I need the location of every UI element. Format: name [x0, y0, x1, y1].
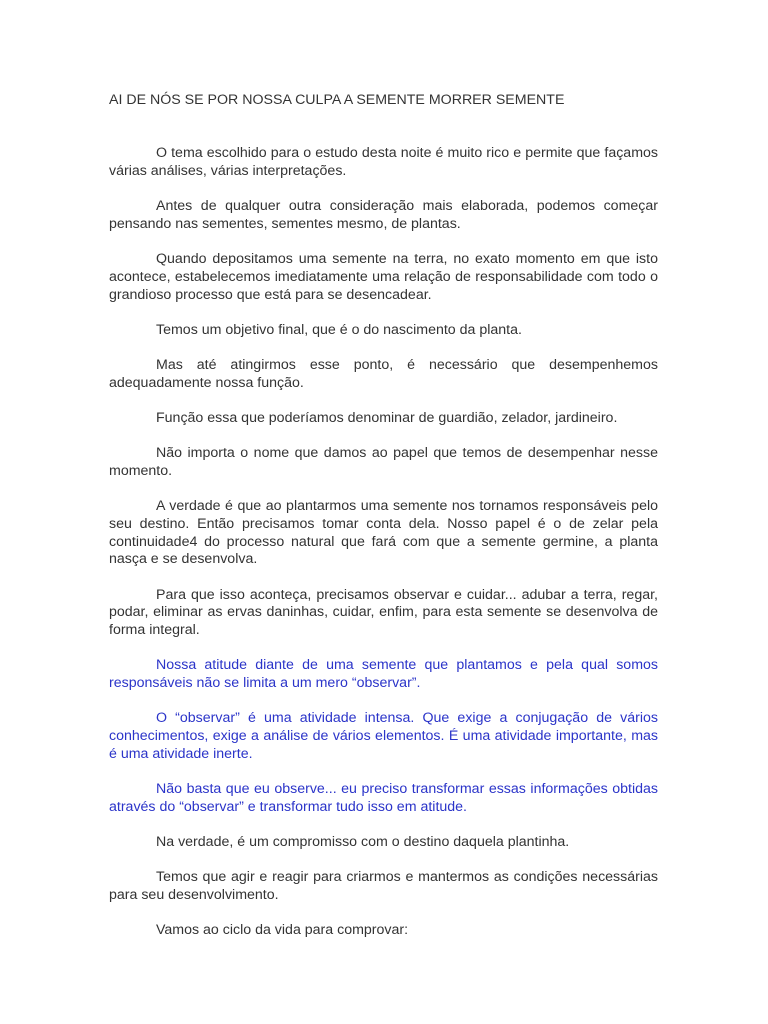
paragraph-4: Temos um objetivo final, que é o do nascimento da planta. [156, 321, 522, 338]
paragraph-1: O tema escolhido para o estudo desta noite é muito rico e permite que façamos várias análises, várias interpretações. [109, 145, 658, 179]
paragraph-10-highlighted: Nossa atitude diante de uma semente que plantamos e pela qual somos responsáveis não se limita a um mero “observar”. [109, 657, 658, 692]
paragraph-5: Mas até atingirmos esse ponto, é necessário que desempenhemos adequadamente nossa função. [109, 356, 658, 391]
paragraph-9: Para que isso aconteça, precisamos observar e cuidar... adubar a terra, regar, podar, eliminar as ervas daninhas, cuidar, enfim, para esta semente se desenvolva de forma integral. [109, 586, 658, 639]
paragraph-12-highlighted: Não basta que eu observe... eu preciso transformar essas informações obtidas através do “observar” e transformar tudo isso em atitude. [109, 781, 658, 816]
paragraph-14: Temos que agir e reagir para criarmos e mantermos as condições necessárias para seu desenvolvimento. [109, 869, 658, 904]
document-title: AI DE NÓS SE POR NOSSA CULPA A SEMENTE MORRER SEMENTE [109, 92, 565, 108]
paragraph-6: Função essa que poderíamos denominar de guardião, zelador, jardineiro. [156, 409, 618, 426]
paragraph-3: Quando depositamos uma semente na terra, no exato momento em que isto acontece, estabelecemos imediatamente uma relação de responsabilidade com todo o grandioso processo que está para se desencadear. [109, 250, 658, 303]
paragraph-13: Na verdade, é um compromisso com o destino daquela plantinha. [156, 834, 570, 851]
paragraph-2: Antes de qualquer outra consideração mais elaborada, podemos começar pensando nas sementes, sementes mesmo, de plantas. [109, 197, 658, 232]
paragraph-8: A verdade é que ao plantarmos uma semente nos tornamos responsáveis pelo seu destino. Então precisamos tomar conta dela. Nosso papel é o de zelar pela continuidade4 do processo natural que fará com que a semente germine, a planta nasça e se desenvolva. [109, 498, 658, 568]
paragraph-7: Não importa o nome que damos ao papel que temos de desempenhar nesse momento. [109, 445, 658, 479]
paragraph-15: Vamos ao ciclo da vida para comprovar: [156, 922, 409, 939]
paragraph-11-highlighted: O “observar” é uma atividade intensa. Que exige a conjugação de vários conhecimentos, exige a análise de vários elementos. É uma atividade importante, mas é uma atividade inerte. [109, 710, 658, 763]
document-body [109, 145, 658, 958]
